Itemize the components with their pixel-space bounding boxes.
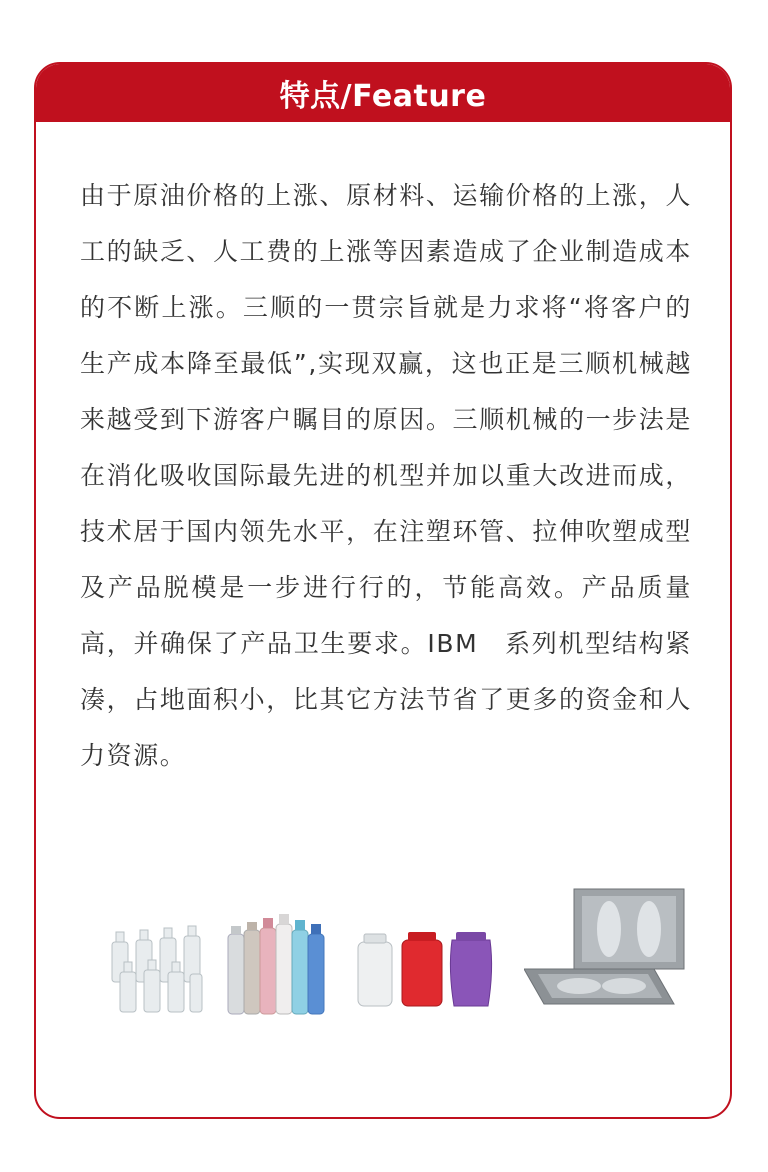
- feature-paragraph: 由于原油价格的上涨、原材料、运输价格的上涨，人工的缺乏、人工费的上涨等因素造成了企业制造成本的不断上涨。三顺的一贯宗旨就是力求将“将客户的生产成本降至最低”,实现双赢，这也正是三顺机械越来越受到下游客户瞩目的原因。三顺机械的一步法是在消化吸收国际最先进的机型并加以重大改进而成，技术居于国内领先水平，在注塑环管、拉伸吹塑成型及产品脱模是一步进行行的，节能高效。产品质量高，并确保了产品卫生要求。IBM 系列机型结构紧凑，占地面积小，比其它方法节省了更多的资金和人力资源。: [80, 181, 692, 770]
- colored-plastic-bottles-image: [224, 912, 334, 1022]
- card-header: [36, 64, 730, 122]
- product-images: [96, 884, 696, 1034]
- bottle-mold-image: [524, 884, 694, 1009]
- card-title: 特点/Feature: [279, 79, 487, 114]
- jars-image: [356, 930, 496, 1010]
- clear-glass-vials-image: [106, 924, 206, 1019]
- feature-card: [34, 62, 732, 1119]
